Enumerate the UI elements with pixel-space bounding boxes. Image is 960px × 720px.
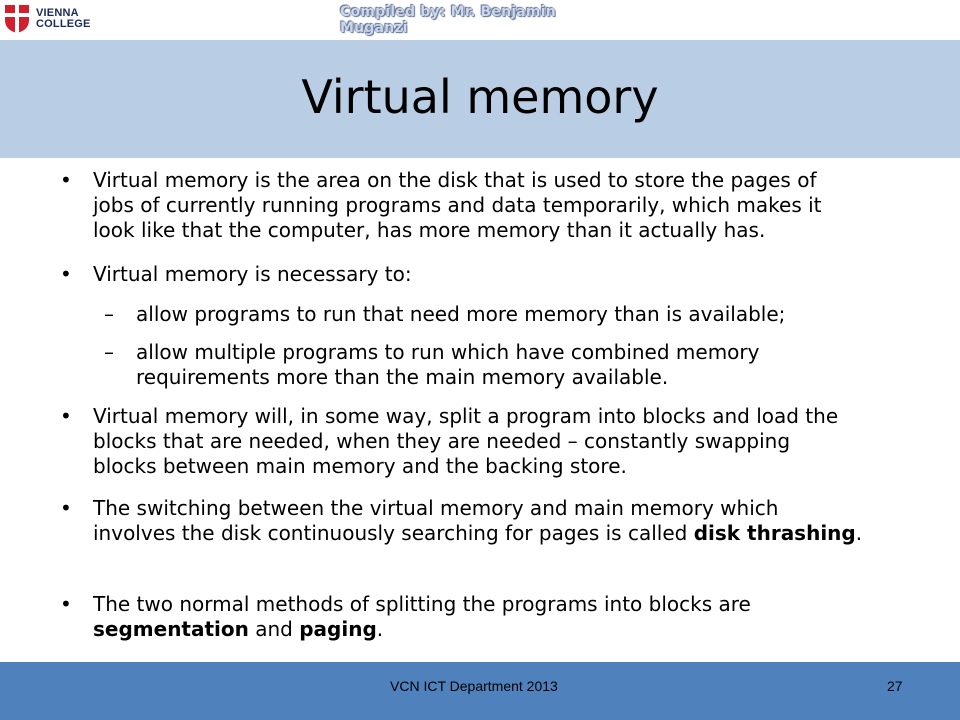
logo-text [36,8,91,30]
sub-bullet-line: allow multiple programs to run which have combined memory [136,340,760,364]
bullet-line: Virtual memory is necessary to: [93,262,412,286]
bullet-line: The switching between the virtual memory and main memory which [93,496,779,520]
shield-icon [4,4,30,34]
bullet-line: The two normal methods of splitting the programs into blocks are [93,592,751,616]
footer-band [0,662,960,720]
logo-line2: COLLEGE [36,18,91,30]
bullet-line: jobs of currently running programs and data temporarily, which makes it [93,193,822,217]
term-paging: paging [299,617,377,641]
bullet-marker: • [60,404,72,428]
bullet-line-segment: and [248,617,300,641]
slide-title: Virtual memory [301,70,659,124]
top-header-strip [0,0,960,40]
dash-marker: – [104,302,114,326]
bullet-text [93,496,933,546]
bullet-line [93,521,933,546]
bullet-line: blocks that are needed, when they are needed – constantly swapping [93,429,791,453]
sub-bullet-line: allow programs to run that need more memory than is available; [136,302,786,326]
bullet-line [93,617,933,642]
bullet-text [93,168,933,243]
bullet-text [93,404,933,479]
sub-bullet-line: requirements more than the main memory available. [136,365,669,389]
compiled-by-label: Compiled by: Mr. Benjamin Muganzi [340,4,556,36]
bullet-line-segment: . [376,617,384,641]
bullet-line: blocks between main memory and the backing store. [93,454,627,478]
logo-line1: VIENNA [36,7,79,19]
bullet-marker: • [60,592,72,616]
bullet-marker: • [60,168,72,192]
vienna-college-logo [4,2,91,36]
bullet-line: look like that the computer, has more memory than it actually has. [93,218,766,242]
term-disk-thrashing: disk thrashing [693,521,856,545]
term-segmentation: segmentation [93,617,249,641]
bullet-marker: • [60,496,72,520]
bullet-text [93,262,933,287]
bullet-line-segment: involves the disk continuously searching for pages is called [93,521,694,545]
page-number: 27 [887,678,903,694]
sub-bullet-text [136,302,926,327]
bullet-line: Virtual memory will, in some way, split a program into blocks and load the [93,404,839,428]
bullet-text [93,592,933,642]
bullet-line: Virtual memory is the area on the disk that is used to store the pages of [93,168,817,192]
footer-text: VCN ICT Department 2013 [390,678,558,694]
bullet-line-segment: . [855,521,863,545]
bullet-marker: • [60,262,72,286]
sub-bullet-text [136,340,926,390]
dash-marker: – [104,340,114,364]
